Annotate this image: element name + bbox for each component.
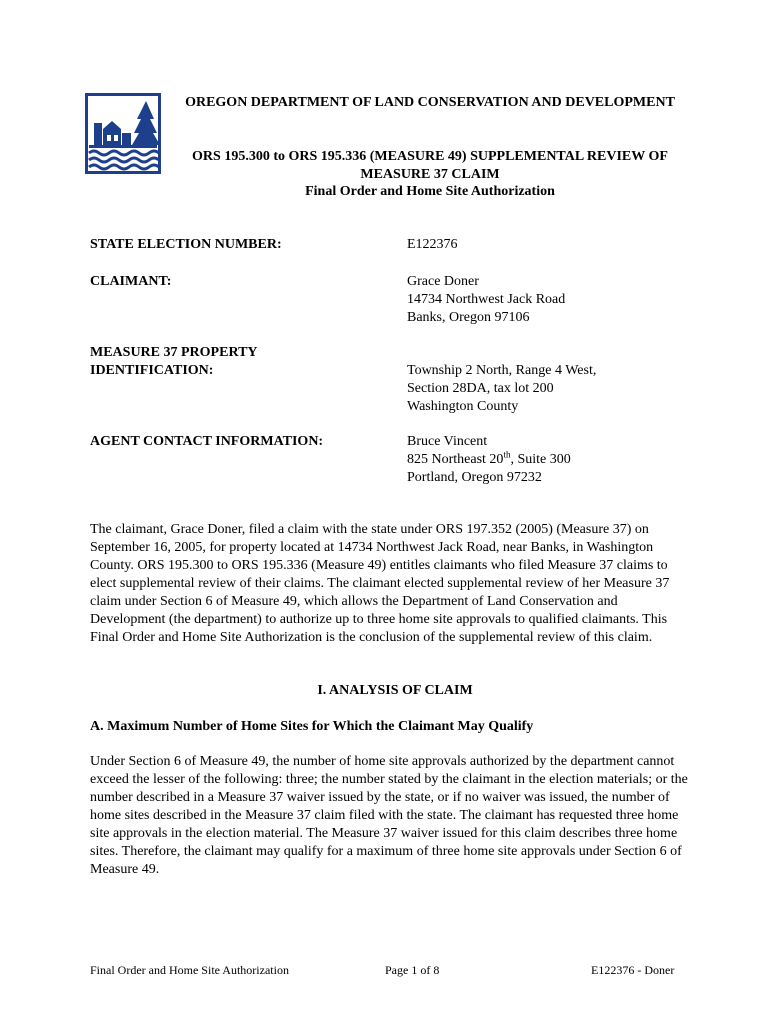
agent-name: Bruce Vincent <box>407 434 488 449</box>
property-line3: Washington County <box>407 399 519 414</box>
property-label-line2: IDENTIFICATION: <box>90 363 214 378</box>
election-number-label: STATE ELECTION NUMBER: <box>90 237 282 252</box>
section-heading: I. ANALYSIS OF CLAIM <box>317 683 473 698</box>
footer-right: E122376 - Doner <box>591 963 675 977</box>
property-line2: Section 28DA, tax lot 200 <box>407 381 554 396</box>
claimant-label: CLAIMANT: <box>90 274 172 289</box>
review-title <box>170 148 690 201</box>
agent-contact <box>407 433 571 487</box>
claimant-address <box>407 273 565 327</box>
order-title: Final Order and Home Site Authorization <box>305 184 555 199</box>
election-number-value: E122376 <box>407 237 458 252</box>
agent-street-suite: , Suite 300 <box>510 452 571 467</box>
intro-paragraph: The claimant, Grace Doner, filed a claim with the state under ORS 197.352 (2005) (Measure 37) on September 16, 2005, for property located at 14734 Northwest Jack Road, near Banks, in Washington County. ORS 195.300 to ORS 195.336 (Measure 49) entitles claimants who filed Measure 37 claims to elect supplemental review of their claims. The claimant elected supplemental review of her Measure 37 claim under Section 6 of Measure 49, which allows the Department of Land Conservation and Development (the department) to authorize up to three home site approvals to qualified claimants. This Final Order and Home Site Authorization is the conclusion of the supplemental review of this claim. <box>90 522 670 645</box>
footer-left: Final Order and Home Site Authorization <box>90 963 289 977</box>
agent-city: Portland, Oregon 97232 <box>407 470 542 485</box>
property-identification <box>407 362 596 416</box>
property-line1: Township 2 North, Range 4 West, <box>407 363 597 378</box>
review-title-text: ORS 195.300 to ORS 195.336 (MEASURE 49) SUPPLEMENTAL REVIEW OF MEASURE 37 CLAIM <box>192 149 668 182</box>
analysis-paragraph: Under Section 6 of Measure 49, the number of home site approvals authorized by the department cannot exceed the lesser of the following: three; the number stated by the claimant in the election materials; or the number described in a Measure 37 waiver issued by the state, or if no waiver was issued, the number of home sites described in the Measure 37 claim filed with the state. The claimant has requested three home site approvals in the election material. The Measure 37 waiver issued for this claim describes three home sites. Therefore, the claimant may qualify for a maximum of three home site approvals under Section 6 of Measure 49. <box>90 754 688 877</box>
agency-heading: OREGON DEPARTMENT OF LAND CONSERVATION AND DEVELOPMENT <box>185 95 675 110</box>
agent-street-ordinal: th <box>503 449 511 460</box>
page-number: Page 1 of 8 <box>385 963 440 977</box>
claimant-city: Banks, Oregon 97106 <box>407 310 530 325</box>
property-label <box>90 344 258 380</box>
agent-label: AGENT CONTACT INFORMATION: <box>90 434 324 449</box>
subsection-heading: A. Maximum Number of Home Sites for Which the Claimant May Qualify <box>90 719 534 734</box>
claimant-street: 14734 Northwest Jack Road <box>407 292 566 307</box>
dlcd-logo <box>85 93 161 174</box>
claimant-name: Grace Doner <box>407 274 479 289</box>
agent-street <box>407 451 571 469</box>
property-label-line1: MEASURE 37 PROPERTY <box>90 345 258 360</box>
agent-street-number: 825 Northeast 20 <box>407 452 504 467</box>
